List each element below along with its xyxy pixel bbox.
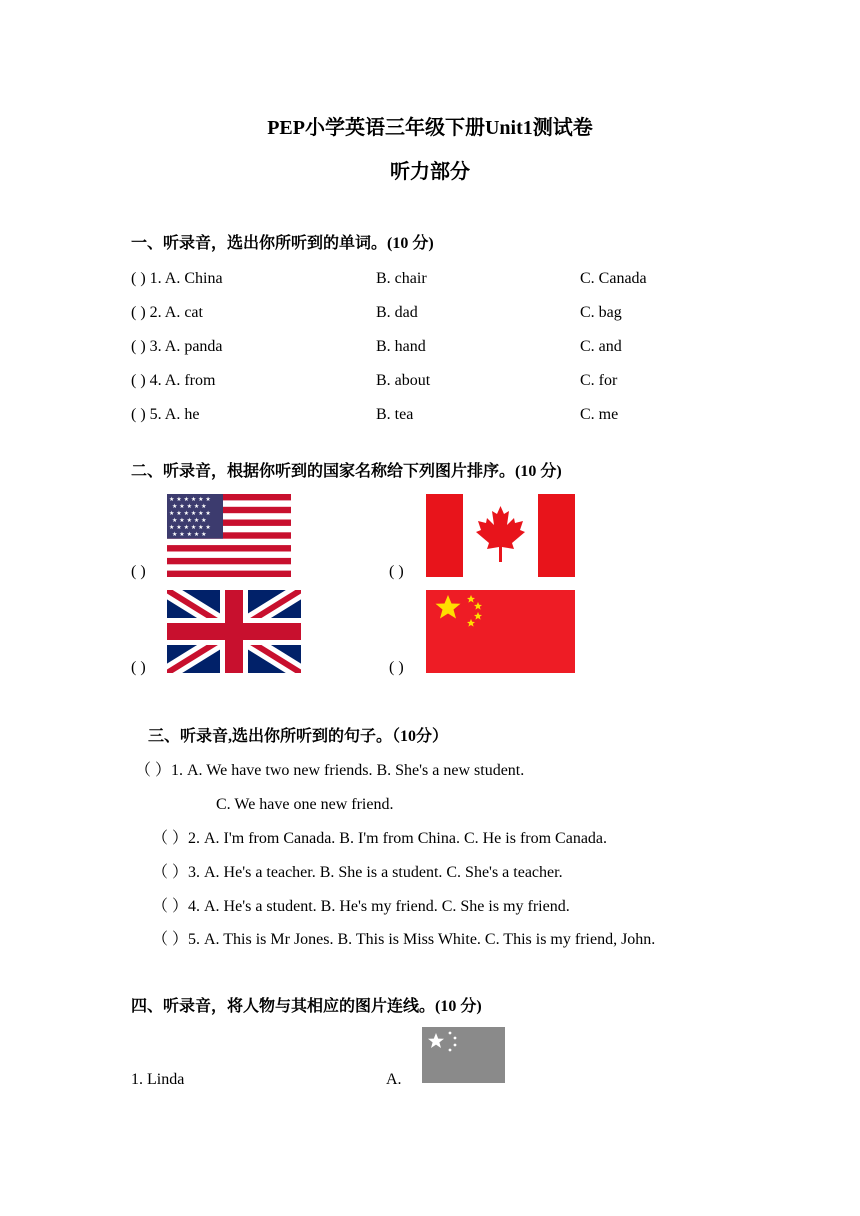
question-4-option-c: C. for — [580, 372, 618, 389]
list-item: （ ）5. A. This is Mr Jones. B. This is Miss White. C. This is my friend, John. — [152, 931, 656, 948]
question-2-option-a: ( ) 2. A. cat — [131, 304, 203, 321]
question-1-option-c: C. Canada — [580, 270, 647, 287]
usa-flag-icon — [167, 494, 291, 577]
question-4-option-a: ( ) 4. A. from — [131, 372, 216, 389]
china-flag-gray-icon — [422, 1027, 505, 1083]
list-item: （ ）3. A. He's a teacher. B. She is a student. C. She's a teacher. — [152, 864, 563, 881]
question-5-option-b: B. tea — [376, 406, 414, 423]
question-3-option-b: B. hand — [376, 338, 426, 355]
question-5-option-a: ( ) 5. A. he — [131, 406, 200, 423]
uk-flag-icon — [167, 590, 301, 673]
question-1-option-b: B. chair — [376, 270, 427, 287]
page-title: PEP小学英语三年级下册Unit1测试卷 — [267, 117, 593, 139]
question-2-option-b: B. dad — [376, 304, 418, 321]
svg-text:★ ★ ★ ★ ★: ★ ★ ★ ★ ★ — [172, 503, 207, 510]
question-5-option-c: C. me — [580, 406, 619, 423]
svg-text:★ ★ ★ ★ ★: ★ ★ ★ ★ ★ — [172, 531, 207, 538]
person-linda-label: 1. Linda — [131, 1071, 185, 1088]
question-1-option-a: ( ) 1. A. China — [131, 270, 223, 287]
page-subtitle: 听力部分 — [390, 161, 470, 183]
svg-text:★ ★ ★ ★ ★ ★: ★ ★ ★ ★ ★ ★ — [169, 524, 211, 531]
svg-text:★ ★ ★ ★ ★: ★ ★ ★ ★ ★ — [172, 517, 207, 524]
question-2-option-c: C. bag — [580, 304, 622, 321]
flag-1-answer-blank[interactable]: ( ) — [131, 563, 146, 580]
list-item: （ ）4. A. He's a student. B. He's my friend. C. She is my friend. — [152, 898, 570, 915]
question-4-option-b: B. about — [376, 372, 431, 389]
china-flag-icon — [426, 590, 575, 673]
list-item: C. We have one new friend. — [216, 796, 394, 813]
canada-flag-icon — [426, 494, 575, 577]
svg-text:★ ★ ★ ★ ★ ★: ★ ★ ★ ★ ★ ★ — [169, 496, 211, 503]
list-item: （ ）1. A. We have two new friends. B. She's a new student. — [135, 762, 525, 779]
question-3-option-a: ( ) 3. A. panda — [131, 338, 223, 355]
flag-3-answer-blank[interactable]: ( ) — [131, 659, 146, 676]
section-2-heading: 二、听录音，根据你听到的国家名称给下列图片排序。(10 分) — [131, 463, 562, 480]
flag-4-answer-blank[interactable]: ( ) — [389, 659, 404, 676]
section-1-heading: 一、听录音，选出你所听到的单词。(10 分) — [131, 235, 434, 252]
section-4-heading: 四、听录音，将人物与其相应的图片连线。(10 分) — [131, 998, 482, 1015]
option-a-label: A. — [386, 1071, 402, 1088]
flag-2-answer-blank[interactable]: ( ) — [389, 563, 404, 580]
svg-text:★ ★ ★ ★ ★ ★: ★ ★ ★ ★ ★ ★ — [169, 510, 211, 517]
question-3-option-c: C. and — [580, 338, 622, 355]
section-3-heading: 三、听录音,选出你所听到的句子。（10分） — [148, 728, 449, 745]
list-item: （ ）2. A. I'm from Canada. B. I'm from China. C. He is from Canada. — [152, 830, 608, 847]
